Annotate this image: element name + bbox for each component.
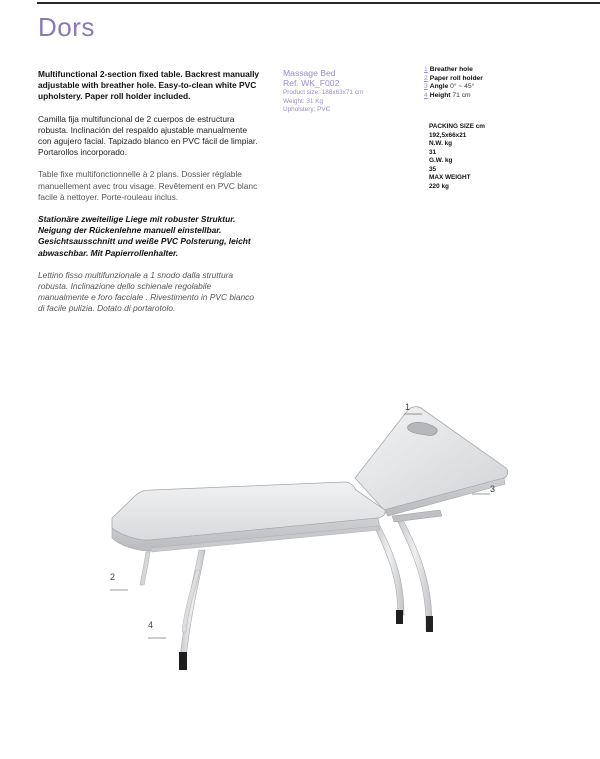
net-weight-label: N.W. kg [429,140,453,147]
legend-label: Height [429,91,451,99]
product-size: Product size: 188x63x71 cm [283,89,364,96]
description-es: Camilla fija multifuncional de 2 cuerpos de estructura robusta. Inclinación del respaldo ajustable manualmente con agujero facial. Tapizado blanco en PVC fácil de limpiar. Portarollos incorporado. [38,113,258,158]
legend-number: 2 [424,74,428,82]
packing-size-value: 192,5x66x21 [429,131,467,139]
legend-number: 1 [424,66,428,73]
product-upholstery: Upholstery: PVC [283,106,331,114]
legend-item [424,92,534,101]
callout-1: 1 [405,402,411,412]
callout-4: 4 [148,620,154,630]
legend-item [424,75,534,84]
legend-value: 0° ~ 45° [450,83,475,91]
feature-legend [424,66,534,100]
legend-label: Paper roll holder [429,74,483,82]
product-ref: Ref. WK_F002 [283,78,340,88]
description-it: Lettino fisso multifunzionale a 1 snodo dalla struttura robusta. Inclinazione dello schienale regolabile manualmente e foro facciale . Rivestimento in PVC bianco di facile pulizia. Dotato di portarotolo. [38,269,254,314]
legend-label: Angle [429,83,449,91]
legend-number: 3 [424,83,428,91]
max-weight-value: 220 kg [429,182,449,190]
net-weight-value: 31 [429,148,437,156]
legend-item [424,83,534,92]
massage-bed-drawing [0,390,600,690]
page-title: Dors [38,12,95,42]
product-name: Massage Bed [283,68,336,78]
callout-2: 2 [110,572,116,582]
legend-value: 71 cm [452,91,471,99]
product-info [283,68,398,115]
legend-item [424,66,534,75]
legend-label: Breather hole [429,66,473,73]
gross-weight-label: G.W. kg [429,157,453,164]
max-weight-label: MAX WEIGHT [429,174,471,181]
gross-weight-value: 35 [429,165,437,173]
description-fr: Table fixe multifonctionnelle à 2 plans. Dossier réglable manuellement avec trou visage. Revêtement en PVC blanc facile à nettoyer. Porte-rouleau inclus. [38,169,258,202]
top-rule [37,2,600,4]
packing-size-label: PACKING SIZE cm [429,123,485,130]
description-de: Stationäre zweiteilige Liege mit robuster Struktur. Neigung der Rückenlehne manuell einstellbar. Gesichtsausschnitt und weiße PVC Polsterung, leicht abwaschbar. Mit Papierrollenhalter. [38,214,251,258]
callout-3: 3 [490,484,496,494]
product-weight: Weight: 31 Kg [283,97,324,105]
description-column [38,69,260,326]
description-en: Multifunctional 2-section fixed table. Backrest manually adjustable with breather hole. Easy-to-clean white PVC upholstery. Paper roll holder included. [38,69,260,102]
packing-info [429,123,529,191]
legend-number: 4 [424,91,428,99]
massage-bed-illustration [0,390,600,690]
